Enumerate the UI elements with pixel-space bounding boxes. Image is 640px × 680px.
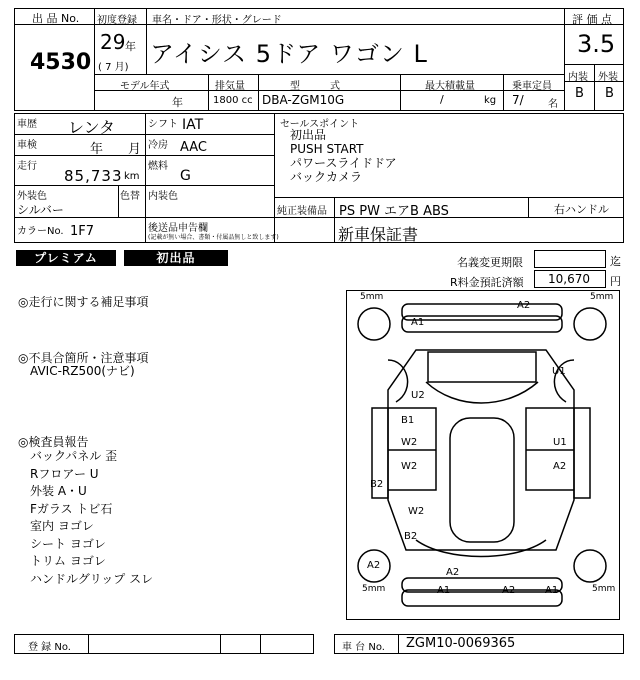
color-code-label: カラーNo. <box>17 226 64 237</box>
inspection-month: 月 <box>128 142 142 157</box>
equipment-label: 純正装備品 <box>277 206 327 217</box>
name-change-unit: 迄 <box>610 255 621 268</box>
warranty-note: (記載が無い場合、書類・付属品無しと致します) <box>148 234 279 241</box>
sales-points-label: セールスポイント <box>280 119 360 130</box>
recycle-label: R料金預託済額 <box>450 276 524 289</box>
chassis-label: 車 台 No. <box>342 642 385 653</box>
exterior-label: 外装 <box>598 72 618 83</box>
interior-label: 内装 <box>568 72 588 83</box>
tire-top-left-depth: 5mm <box>360 292 384 302</box>
recycle-value: 10,670 <box>548 272 590 286</box>
damage-right-rear-door: U1 <box>553 437 567 448</box>
first-reg-year-unit: 年 <box>125 40 136 53</box>
lot-label: 出 品 No. <box>32 12 80 25</box>
tire-bottom-right-depth: 5mm <box>592 584 616 594</box>
warranty-value: 新車保証書 <box>338 225 419 244</box>
first-reg-month: ( 7 月) <box>98 62 129 73</box>
inspector-note: 外装 A・U <box>30 484 87 498</box>
color-no-label: 色替 <box>120 191 140 202</box>
badge-premium: プレミアム <box>16 250 116 266</box>
model-value: DBA-ZGM10G <box>262 93 345 107</box>
model-label: 型 式 <box>290 81 340 92</box>
inspector-note: Fガラス トビ石 <box>30 501 113 516</box>
displacement-value: 1800 cc <box>213 95 253 106</box>
mileage-label: 走行 <box>17 161 37 172</box>
damage-front-bumper-2: A1 <box>545 585 559 596</box>
inspector-title: ◎検査員報告 <box>18 435 89 449</box>
driving-notes-title: ◎走行に関する補足事項 <box>18 295 149 309</box>
vehicle-name: アイシス 5ドア ワゴン L <box>150 40 428 68</box>
model-year-label: モデル年式 <box>120 81 170 92</box>
capacity-label: 乗車定員 <box>512 81 552 92</box>
mileage-unit: km <box>124 171 140 182</box>
reg-label: 登 録 No. <box>28 642 71 653</box>
sales-point-item: PUSH START <box>290 142 364 156</box>
history-label: 車歴 <box>17 119 37 130</box>
damage-front-bumper-1: A2 <box>502 585 516 596</box>
sales-point-item: バックカメラ <box>290 170 363 184</box>
max-load-label: 最大積載量 <box>425 81 475 92</box>
sales-point-item: 初出品 <box>290 128 327 142</box>
shift-value: IAT <box>182 117 204 133</box>
defects-list <box>30 363 135 379</box>
inspector-note: シート ヨゴレ <box>30 536 106 551</box>
defects-title: ◎不具合箇所・注意事項 <box>18 351 149 365</box>
interior-grade: B <box>575 86 584 101</box>
int-color-label: 内装色 <box>148 191 178 202</box>
exterior-grade: B <box>605 86 614 101</box>
damage-left-rear: U2 <box>411 390 425 401</box>
inspection-label: 車検 <box>17 140 37 151</box>
inspector-note: Rフロアー U <box>30 466 99 481</box>
first-reg-year: 29 <box>100 30 126 54</box>
sales-point-item: パワースライドドア <box>290 156 397 170</box>
ac-value: AAC <box>180 140 207 155</box>
damage-front-extra: A2 <box>446 567 460 578</box>
damage-left-rear-door: B1 <box>401 415 415 426</box>
sales-points-list <box>290 128 397 184</box>
badge-first-listing: 初出品 <box>124 250 228 266</box>
score-value: 3.5 <box>577 30 616 58</box>
capacity-value: 7/ <box>512 93 524 107</box>
recycle-unit: 円 <box>610 275 621 288</box>
inspector-note: トリム ヨゴレ <box>30 554 106 568</box>
lot-number: 4530 <box>30 50 92 75</box>
color-code-value: 1F7 <box>70 224 95 239</box>
vehicle-label: 車名・ドア・形状・グレード <box>152 15 282 26</box>
damage-left-front-door: W2 <box>408 506 425 517</box>
equipment-value: PS PW エアB ABS <box>339 204 449 219</box>
warranty-label: 後送品申告欄 <box>148 223 208 234</box>
inspector-note: バックパネル 歪 <box>30 449 118 463</box>
first-reg-label: 初度登録 <box>97 15 137 26</box>
score-label: 評 価 点 <box>572 13 612 26</box>
damage-right-front-door: A2 <box>553 461 567 472</box>
ext-color-label: 外装色 <box>17 191 47 202</box>
fuel-label: 燃料 <box>148 161 168 172</box>
ac-label: 冷房 <box>148 140 168 151</box>
inspection-year: 年 <box>90 142 104 157</box>
damage-rear-panel: A1 <box>411 317 425 328</box>
damage-right-rear: U1 <box>552 366 566 377</box>
capacity-unit: 名 <box>548 99 558 110</box>
history-value: レンタ <box>68 118 115 137</box>
damage-left-mid-2: W2 <box>401 461 418 472</box>
mileage-value: 85,733 <box>64 167 123 185</box>
name-change-label: 名義変更期限 <box>457 256 523 269</box>
damage-rear-bumper: A2 <box>517 300 531 311</box>
steering-value: 右ハンドル <box>554 203 609 216</box>
damage-left-mid-1: W2 <box>401 437 418 448</box>
defect-item: AVIC-RZ500(ナビ) <box>30 364 135 378</box>
damage-left-front: B2 <box>404 531 418 542</box>
inspector-note: ハンドルグリップ スレ <box>30 571 154 586</box>
fuel-value: G <box>180 168 191 184</box>
chassis-value: ZGM10-0069365 <box>406 636 516 651</box>
inspector-note: 室内 ヨゴレ <box>30 519 94 533</box>
tire-bottom-left-depth: 5mm <box>362 584 386 594</box>
damage-front-left-tire: A2 <box>367 560 381 571</box>
inspector-list <box>30 448 153 588</box>
max-load-unit: kg <box>484 95 497 106</box>
name-change-box <box>534 250 606 268</box>
shift-label: シフト <box>148 119 178 130</box>
ext-color-value: シルバー <box>17 203 64 217</box>
car-outline <box>346 290 620 620</box>
damage-left-sill: B2 <box>370 479 384 490</box>
damage-front-panel: A1 <box>437 585 451 596</box>
displacement-label: 排気量 <box>215 81 245 92</box>
model-year-unit: 年 <box>172 96 183 109</box>
max-load-value: / <box>440 93 444 106</box>
tire-top-right-depth: 5mm <box>590 292 614 302</box>
